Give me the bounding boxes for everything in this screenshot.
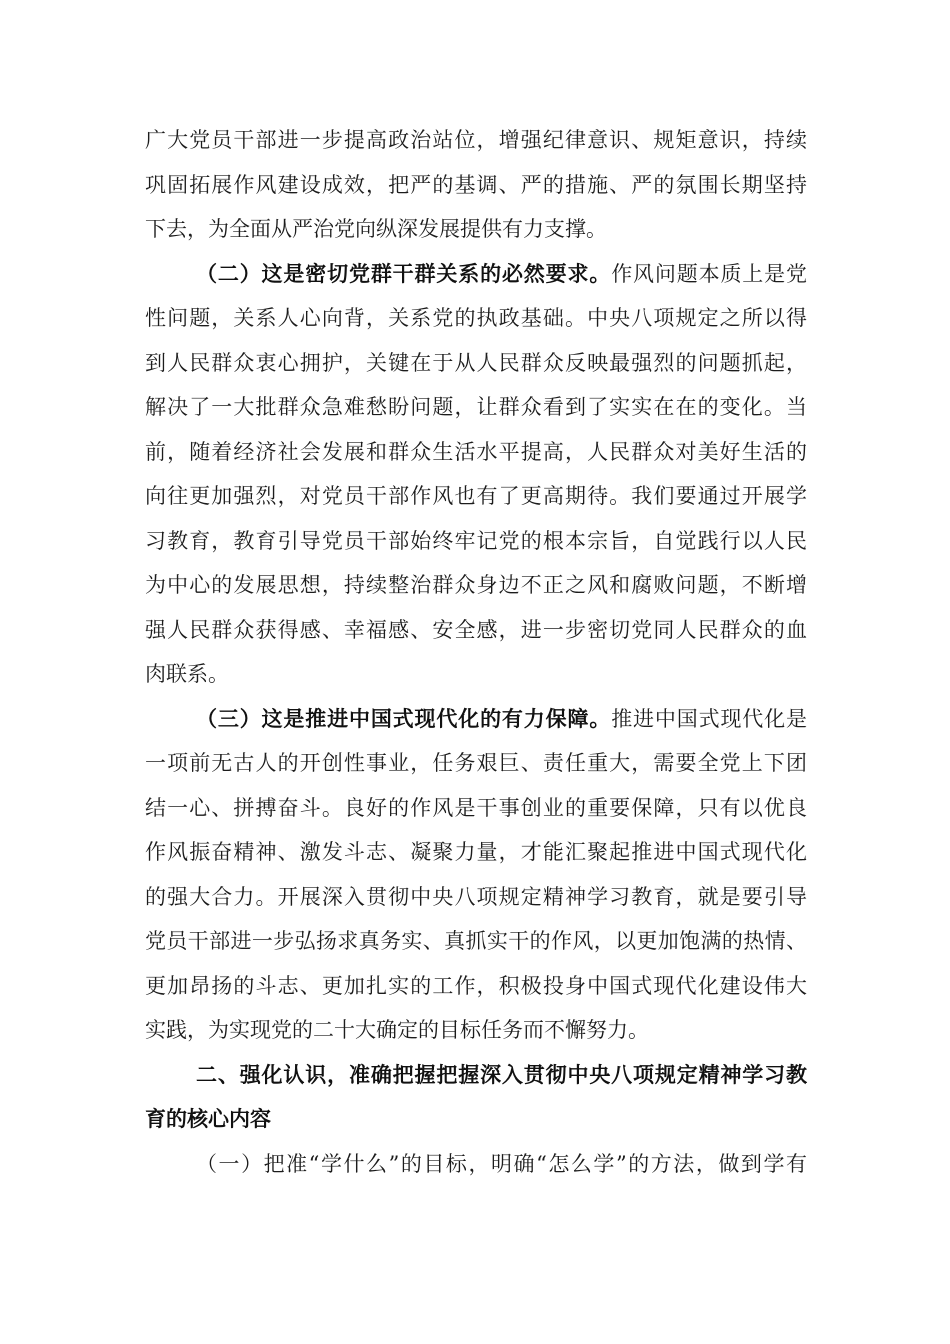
paragraph-line: 实践，为实现党的二十大确定的目标任务而不懈努力。 [145,1018,649,1042]
paragraph-line: 结一心、拼搏奋斗。良好的作风是干事创业的重要保障，只有以优良 [145,796,807,820]
paragraph-line: 强人民群众获得感、幸福感、安全感，进一步密切党同人民群众的血 [145,618,807,642]
subheading-line [196,704,807,734]
paragraph-line: 作风振奋精神、激发斗志、凝聚力量，才能汇聚起推进中国式现代化 [145,840,807,864]
paragraph-line: 肉联系。 [145,662,229,686]
paragraph-line: 性问题，关系人心向背，关系党的执政基础。中央八项规定之所以得 [145,306,807,330]
paragraph-line: 的强大合力。开展深入贯彻中央八项规定精神学习教育，就是要引导 [145,885,807,909]
paragraph-text: 推进中国式现代化是 [611,707,808,731]
paragraph-line: 广大党员干部进一步提高政治站位，增强纪律意识、规矩意识，持续 [145,128,807,152]
subheading-line [196,259,807,289]
paragraph-line: 党员干部进一步弘扬求真务实、真抓实干的作风，以更加饱满的热情、 [145,929,807,953]
section-heading: 二、强化认识，准确把握把握深入贯彻中央八项规定精神学习教 [196,1063,807,1087]
paragraph-line: 习教育，教育引导党员干部始终牢记党的根本宗旨，自觉践行以人民 [145,529,807,553]
subheading-3: （三）这是推进中国式现代化的有力保障。 [196,706,612,731]
paragraph-line: 解决了一大批群众急难愁盼问题，让群众看到了实实在在的变化。当 [145,395,807,419]
paragraph-line: 更加昂扬的斗志、更加扎实的工作，积极投身中国式现代化建设伟大 [145,974,807,998]
paragraph-line: 向往更加强烈，对党员干部作风也有了更高期待。我们要通过开展学 [145,484,807,508]
paragraph-line: 巩固拓展作风建设成效，把严的基调、严的措施、严的氛围长期坚持 [145,173,807,197]
paragraph-text: 作风问题本质上是党 [611,262,808,286]
paragraph-line: 到人民群众衷心拥护，关键在于从人民群众反映最强烈的问题抓起， [145,351,807,375]
section-heading: 育的核心内容 [145,1107,271,1131]
subheading-2: （二）这是密切党群干群关系的必然要求。 [196,261,612,286]
paragraph-line: 一项前无古人的开创性事业，任务艰巨、责任重大，需要全党上下团 [145,751,807,775]
paragraph-line: 前，随着经济社会发展和群众生活水平提高，人民群众对美好生活的 [145,440,807,464]
paragraph-line: 为中心的发展思想，持续整治群众身边不正之风和腐败问题，不断增 [145,573,807,597]
paragraph-line: （一）把准“学什么”的目标，明确“怎么学”的方法，做到学有 [196,1152,807,1176]
paragraph-line: 下去，为全面从严治党向纵深发展提供有力支撑。 [145,217,607,241]
